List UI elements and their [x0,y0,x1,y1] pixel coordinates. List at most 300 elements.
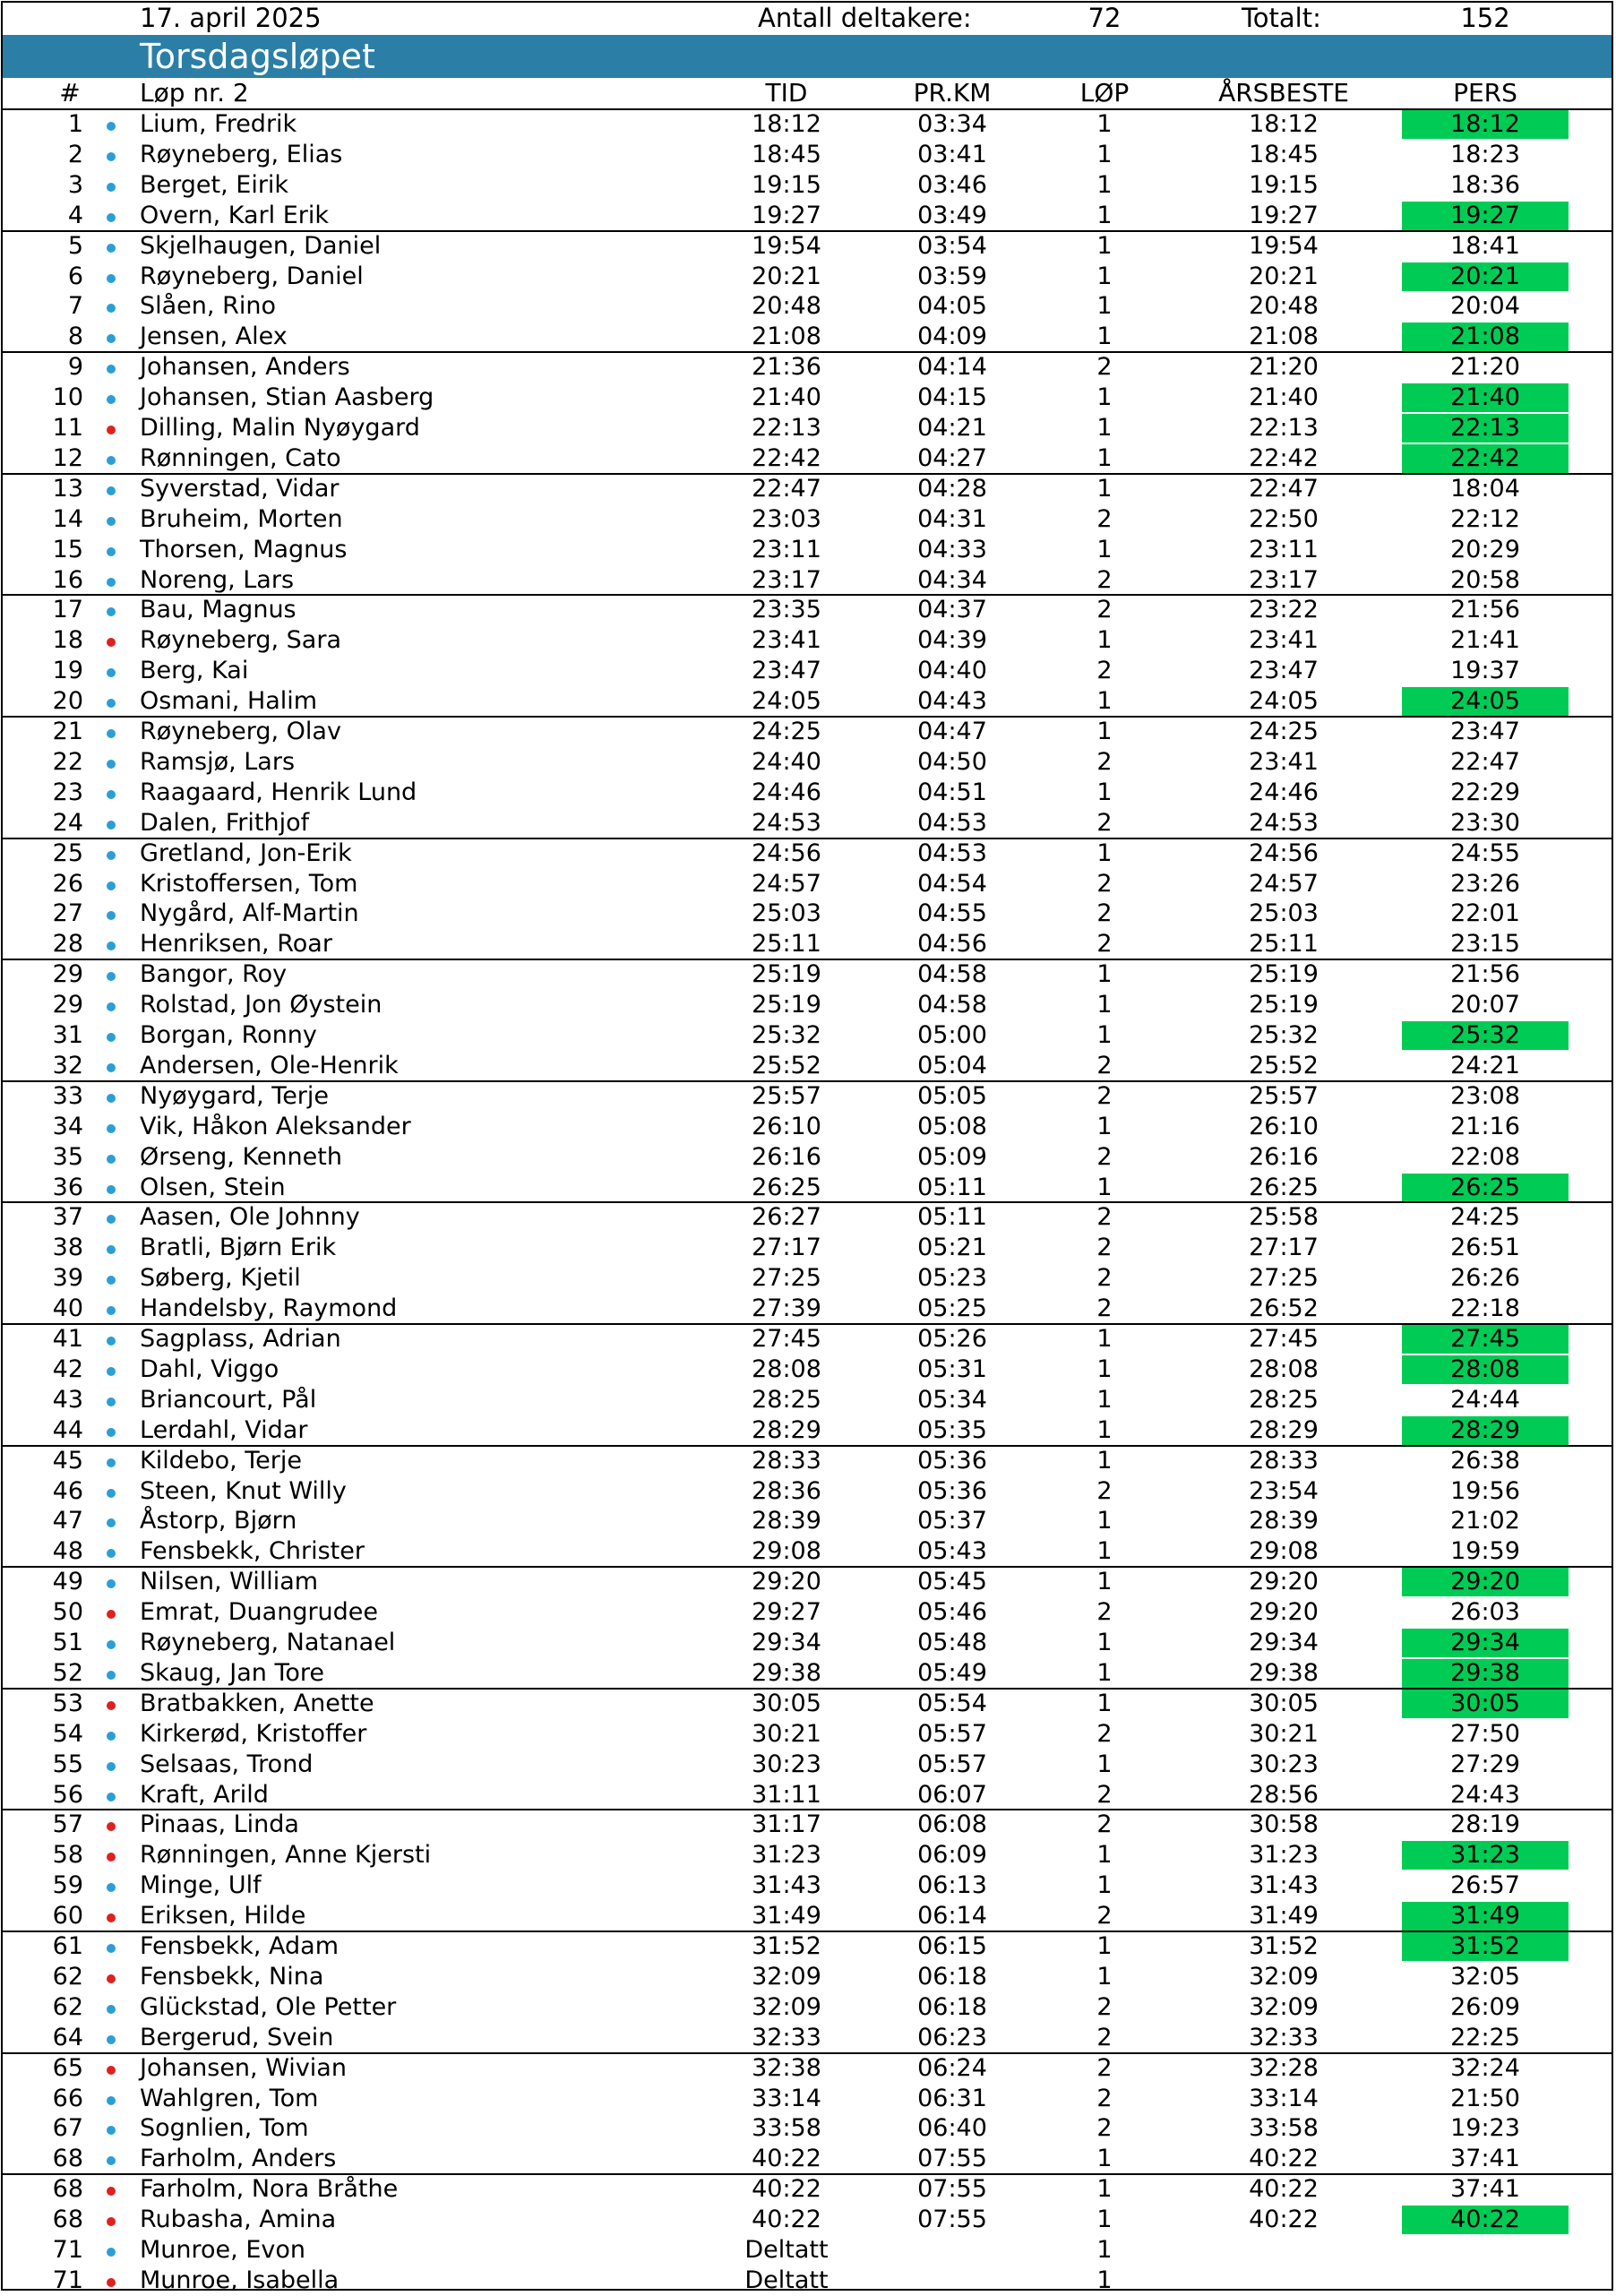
season-best-cell: 25:58 [1249,1203,1319,1232]
rank-cell: 24 [52,808,83,837]
time-cell: 30:23 [752,1750,821,1778]
runner-name: Rønningen, Cato [140,443,341,472]
personal-best-cell: 26:09 [1450,1992,1520,2021]
time-cell: 31:43 [752,1871,821,1900]
personal-best-cell: 21:56 [1450,596,1520,624]
rank-cell: 52 [52,1658,83,1687]
runs-cell: 1 [1096,1446,1113,1475]
runs-cell: 2 [1096,1476,1113,1505]
season-best-cell: 30:05 [1249,1689,1319,1717]
male-dot-icon [107,1640,116,1649]
runs-cell: 1 [1096,1173,1113,1201]
table-row [3,474,1612,504]
male-dot-icon [107,1276,116,1285]
male-dot-icon [107,1002,116,1011]
runs-cell: 1 [1096,838,1113,867]
runs-cell: 2 [1096,899,1113,928]
personal-best-cell: 31:23 [1450,1841,1520,1870]
personal-best-cell: 22:18 [1450,1294,1520,1323]
time-cell: 30:05 [752,1689,821,1717]
male-dot-icon [107,851,116,860]
runs-cell: 2 [1096,930,1113,959]
time-cell: 24:56 [752,838,821,867]
runner-name: Wahlgren, Tom [140,2084,319,2112]
runs-cell: 2 [1096,1598,1113,1627]
pace-cell: 06:40 [917,2114,987,2143]
time-cell: 22:13 [752,414,821,442]
rank-cell: 26 [52,869,83,898]
pace-cell: 04:34 [917,565,987,594]
runs-cell: 1 [1096,474,1113,503]
male-dot-icon [107,1671,116,1680]
table-row [3,1385,1612,1415]
runs-cell: 1 [1096,110,1113,138]
season-best-cell: 31:23 [1249,1841,1319,1870]
personal-best-cell: 19:37 [1450,657,1520,685]
rank-cell: 23 [52,778,83,806]
season-best-cell: 25:52 [1249,1051,1319,1079]
season-best-cell [1194,2235,1373,2266]
pace-cell: 04:15 [917,383,987,412]
personal-best-cell: 22:47 [1450,747,1520,776]
male-dot-icon [107,790,116,799]
female-dot-icon [107,1853,116,1862]
table-row [3,1142,1612,1173]
pace-cell: 04:40 [917,657,987,685]
runs-cell: 1 [1096,1354,1113,1383]
time-cell: 29:34 [752,1629,821,1656]
table-row [3,504,1612,535]
col-personal-best: PERS [1453,78,1517,107]
runner-name: Eriksen, Hilde [140,1902,306,1931]
runner-name: Ørseng, Kenneth [140,1142,342,1171]
table-row [3,1173,1612,1203]
season-best-cell: 26:10 [1249,1112,1319,1140]
rank-cell: 54 [52,1719,83,1748]
runner-name: Selsaas, Trond [140,1750,314,1778]
personal-best-cell: 23:15 [1450,930,1520,959]
pace-cell: 07:55 [917,2206,987,2234]
runner-name: Dahl, Viggo [140,1354,279,1383]
pace-cell: 05:54 [917,1689,987,1717]
column-header-row [3,78,1612,108]
female-dot-icon [107,1701,116,1710]
runner-name: Steen, Knut Willy [140,1476,347,1505]
personal-best-cell: 24:43 [1450,1780,1520,1809]
season-best-cell: 20:21 [1249,262,1319,290]
personal-best-cell: 40:22 [1450,2206,1520,2234]
rank-cell: 64 [52,2023,83,2051]
personal-best-cell: 24:55 [1450,838,1520,867]
total-label: Totalt: [1242,3,1321,33]
rank-cell: 45 [52,1446,83,1475]
personal-best-cell: 26:51 [1450,1234,1520,1262]
rank-cell: 7 [67,292,83,321]
runs-cell: 2 [1096,1294,1113,1323]
time-cell: 24:40 [752,747,821,776]
rank-cell: 8 [67,322,83,351]
runner-name: Røyneberg, Sara [140,626,341,655]
time-cell: 25:57 [752,1081,821,1110]
personal-best-cell: 20:29 [1450,535,1520,563]
runs-cell: 1 [1096,1568,1113,1596]
pace-cell: 05:11 [917,1173,987,1201]
pace-cell: 04:05 [917,292,987,321]
personal-best-cell: 26:26 [1450,1264,1520,1293]
season-best-cell: 40:22 [1249,2145,1319,2173]
male-dot-icon [107,1215,116,1224]
runs-cell: 1 [1096,1658,1113,1687]
time-cell: 25:19 [752,960,821,989]
runner-name: Rønningen, Anne Kjersti [140,1841,432,1870]
rank-cell: 67 [52,2114,83,2143]
rank-cell: 5 [67,231,83,260]
runs-cell: 1 [1096,170,1113,199]
runner-name: Handelsby, Raymond [140,1294,398,1323]
time-cell: 27:17 [752,1234,821,1262]
col-num: # [59,78,81,107]
table-row [3,2235,1612,2266]
pace-cell: 05:05 [917,1081,987,1110]
rank-cell: 57 [52,1810,83,1839]
runner-name: Kirkerød, Kristoffer [140,1719,367,1748]
season-best-cell: 40:22 [1249,2175,1319,2204]
time-cell: 20:21 [752,262,821,290]
rank-cell: 17 [52,596,83,624]
runs-cell: 1 [1096,1385,1113,1414]
rank-cell: 68 [52,2175,83,2204]
rank-cell: 35 [52,1142,83,1171]
pace-cell: 04:33 [917,535,987,563]
runner-name: Thorsen, Magnus [140,535,348,563]
table-row [3,201,1612,231]
pace-cell: 06:07 [917,1780,987,1809]
runs-cell: 1 [1096,322,1113,351]
pace-cell: 06:13 [917,1871,987,1900]
runs-cell: 1 [1096,1962,1113,1991]
male-dot-icon [107,821,116,830]
time-cell: 20:48 [752,292,821,321]
runs-cell: 2 [1096,657,1113,685]
table-row [3,808,1612,838]
time-cell: 24:53 [752,808,821,837]
female-dot-icon [107,2217,116,2226]
runner-name: Nyøygard, Terje [140,1081,330,1110]
table-row [3,717,1612,747]
time-cell: 31:11 [752,1780,821,1809]
time-cell: 25:19 [752,991,821,1019]
runs-cell: 1 [1096,535,1113,563]
personal-best-cell: 37:41 [1450,2145,1520,2173]
time-cell: 25:52 [752,1051,821,1079]
personal-best-cell: 29:38 [1450,1658,1520,1687]
table-row [3,1689,1612,1719]
table-row [3,2205,1612,2235]
table-row [3,1020,1612,1051]
personal-best-cell: 28:29 [1450,1415,1520,1444]
season-best-cell: 23:11 [1249,535,1319,563]
season-best-cell: 25:32 [1249,1021,1319,1049]
runner-name: Henriksen, Roar [140,930,332,959]
personal-best-cell: 22:42 [1450,443,1520,472]
runs-cell: 1 [1096,2236,1113,2264]
rank-cell: 40 [52,1294,83,1323]
male-dot-icon [107,1489,116,1498]
pace-cell: 06:09 [917,1841,987,1870]
rank-cell: 42 [52,1354,83,1383]
runs-cell: 1 [1096,2266,1113,2294]
personal-best-cell: 18:23 [1450,140,1520,168]
season-best-cell: 32:28 [1249,2053,1319,2082]
season-best-cell: 28:39 [1249,1507,1319,1535]
rank-cell: 2 [67,140,83,168]
female-dot-icon [107,426,116,434]
table-row [3,625,1612,656]
runs-cell: 1 [1096,1841,1113,1870]
season-best-cell: 26:52 [1249,1294,1319,1323]
table-row [3,1810,1612,1840]
personal-best-cell: 19:56 [1450,1476,1520,1505]
male-dot-icon [107,1245,116,1254]
time-cell: 31:23 [752,1841,821,1870]
runner-name: Johansen, Stian Aasberg [140,383,434,412]
time-cell: 18:12 [752,110,821,138]
male-dot-icon [107,1549,116,1558]
rank-cell: 49 [52,1568,83,1596]
male-dot-icon [107,213,116,222]
runner-name: Kildebo, Terje [140,1446,303,1475]
season-best-cell: 19:27 [1249,201,1319,229]
time-cell: Deltatt [744,2266,829,2294]
personal-best-cell: 24:05 [1450,687,1520,716]
rank-cell: 61 [52,1932,83,1960]
runner-name: Vik, Håkon Aleksander [140,1112,411,1140]
table-row [3,2144,1612,2174]
rank-cell: 33 [52,1081,83,1110]
pace-cell: 06:08 [917,1810,987,1839]
time-cell: 29:08 [752,1537,821,1566]
male-dot-icon [107,2035,116,2044]
season-best-cell: 28:25 [1249,1385,1319,1414]
rank-cell: 51 [52,1629,83,1656]
runs-cell: 2 [1096,1902,1113,1931]
personal-best-cell: 22:29 [1450,778,1520,806]
male-dot-icon [107,1762,116,1771]
pace-cell: 04:43 [917,687,987,716]
personal-best-cell: 22:25 [1450,2023,1520,2051]
pace-cell: 05:21 [917,1234,987,1262]
time-cell: 31:49 [752,1902,821,1931]
pace-cell: 06:31 [917,2084,987,2112]
pace-cell: 05:46 [917,1598,987,1627]
season-best-cell: 33:14 [1249,2084,1319,2112]
runner-name: Dilling, Malin Nyøygard [140,414,420,442]
personal-best-cell: 23:08 [1450,1081,1520,1110]
personal-best-cell: 24:21 [1450,1051,1520,1079]
pace-cell: 05:57 [917,1750,987,1778]
time-cell: 24:25 [752,718,821,745]
season-best-cell: 23:41 [1249,626,1319,655]
season-best-cell: 28:33 [1249,1446,1319,1475]
personal-best-cell: 20:07 [1450,991,1520,1019]
runs-cell: 1 [1096,1750,1113,1778]
rank-cell: 10 [52,383,83,412]
runner-name: Farholm, Nora Bråthe [140,2175,399,2204]
season-best-cell: 21:40 [1249,383,1319,412]
pace-cell: 04:58 [917,960,987,989]
male-dot-icon [107,760,116,769]
season-best-cell: 29:38 [1249,1658,1319,1687]
time-cell: 18:45 [752,140,821,168]
time-cell: 23:17 [752,565,821,594]
table-row [3,1446,1612,1476]
rank-cell: 71 [52,2236,83,2264]
male-dot-icon [107,1518,116,1527]
rank-cell: 53 [52,1689,83,1717]
personal-best-cell: 25:32 [1450,1021,1520,1049]
runs-cell: 1 [1096,2175,1113,2204]
male-dot-icon [107,1094,116,1103]
time-cell: 26:16 [752,1142,821,1171]
season-best-cell: 40:22 [1249,2206,1319,2234]
season-best-cell: 29:34 [1249,1629,1319,1656]
season-best-cell: 29:08 [1249,1537,1319,1566]
table-row [3,413,1612,443]
table-row [3,899,1612,929]
runs-cell: 2 [1096,869,1113,898]
male-dot-icon [107,942,116,950]
season-best-cell: 24:53 [1249,808,1319,837]
runs-cell: 2 [1096,1780,1113,1809]
runner-name: Raagaard, Henrik Lund [140,778,417,806]
male-dot-icon [107,1306,116,1315]
pace-cell: 07:55 [917,2175,987,2204]
male-dot-icon [107,183,116,192]
runner-name: Munroe, Evon [140,2236,305,2264]
season-best-cell: 25:19 [1249,960,1319,989]
time-cell: 26:10 [752,1112,821,1140]
time-cell: 22:47 [752,474,821,503]
rank-cell: 29 [52,991,83,1019]
personal-best-cell [1396,2235,1575,2266]
runs-cell: 2 [1096,2053,1113,2082]
male-dot-icon [107,972,116,981]
pace-cell: 04:55 [917,899,987,928]
time-cell: 19:54 [752,231,821,260]
page-title: Torsdagsløpet [140,37,375,76]
time-cell: 27:39 [752,1294,821,1323]
personal-best-cell: 26:25 [1450,1173,1520,1201]
runs-cell: 2 [1096,353,1113,382]
rank-cell: 9 [67,353,83,382]
female-dot-icon [107,1822,116,1831]
pace-cell: 05:11 [917,1203,987,1232]
table-row [3,2023,1612,2053]
runner-name: Bangor, Roy [140,960,288,989]
season-best-cell: 22:13 [1249,414,1319,442]
season-best-cell: 30:21 [1249,1719,1319,1748]
runner-name: Rolstad, Jon Øystein [140,991,383,1019]
rank-cell: 16 [52,565,83,594]
pace-cell: 04:47 [917,718,987,745]
personal-best-cell: 26:03 [1450,1598,1520,1627]
runs-cell: 2 [1096,1810,1113,1839]
table-row [3,1263,1612,1294]
pace-cell: 03:46 [917,170,987,199]
time-cell: 40:22 [752,2175,821,2204]
runner-name: Bratbakken, Anette [140,1689,374,1717]
runs-cell: 1 [1096,1629,1113,1656]
runs-cell: 2 [1096,565,1113,594]
pace-cell: 04:56 [917,930,987,959]
male-dot-icon [107,2248,116,2257]
runs-cell: 1 [1096,1112,1113,1140]
personal-best-cell: 18:12 [1450,110,1520,138]
runner-name: Johansen, Anders [140,353,350,382]
rank-cell: 1 [67,110,83,138]
male-dot-icon [107,1883,116,1892]
rank-cell: 36 [52,1173,83,1201]
runs-cell: 2 [1096,1992,1113,2021]
runner-name: Jensen, Alex [140,322,288,351]
time-cell: 23:35 [752,596,821,624]
male-dot-icon [107,2096,116,2105]
rank-cell: 27 [52,899,83,928]
male-dot-icon [107,1185,116,1194]
personal-best-cell: 29:20 [1450,1568,1520,1596]
personal-best-cell: 18:36 [1450,170,1520,199]
col-race: Løp nr. 2 [140,78,249,107]
runs-cell: 2 [1096,1051,1113,1079]
runner-name: Munroe, Isabella [140,2266,340,2294]
rank-cell: 62 [52,1992,83,2021]
time-cell: 28:08 [752,1354,821,1383]
pace-cell: 05:26 [917,1325,987,1353]
male-dot-icon [107,244,116,253]
male-dot-icon [107,365,116,374]
male-dot-icon [107,517,116,526]
pace-cell: 04:27 [917,443,987,472]
male-dot-icon [107,2005,116,2014]
table-row [3,140,1612,170]
time-cell: 31:52 [752,1932,821,1960]
season-best-cell: 27:45 [1249,1325,1319,1353]
season-best-cell: 18:12 [1249,110,1319,138]
rank-cell: 48 [52,1537,83,1566]
personal-best-cell: 20:21 [1450,262,1520,290]
female-dot-icon [107,1913,116,1922]
runs-cell: 1 [1096,1689,1113,1717]
season-best-cell: 23:47 [1249,657,1319,685]
runs-cell: 2 [1096,2084,1113,2112]
personal-best-cell: 32:24 [1450,2053,1520,2082]
runs-cell: 2 [1096,808,1113,837]
personal-best-cell: 26:38 [1450,1446,1520,1475]
runs-cell: 1 [1096,1871,1113,1900]
runner-name: Noreng, Lars [140,565,295,594]
season-best-cell: 22:42 [1249,443,1319,472]
runner-name: Borgan, Ronny [140,1021,317,1049]
table-row [3,1354,1612,1385]
col-time: TID [765,78,808,107]
season-best-cell: 25:11 [1249,930,1319,959]
time-cell: 21:40 [752,383,821,412]
season-best-cell: 28:08 [1249,1354,1319,1383]
runner-name: Sagplass, Adrian [140,1325,341,1353]
season-best-cell: 25:19 [1249,991,1319,1019]
pace-cell: 05:04 [917,1051,987,1079]
season-best-cell: 19:54 [1249,231,1319,260]
